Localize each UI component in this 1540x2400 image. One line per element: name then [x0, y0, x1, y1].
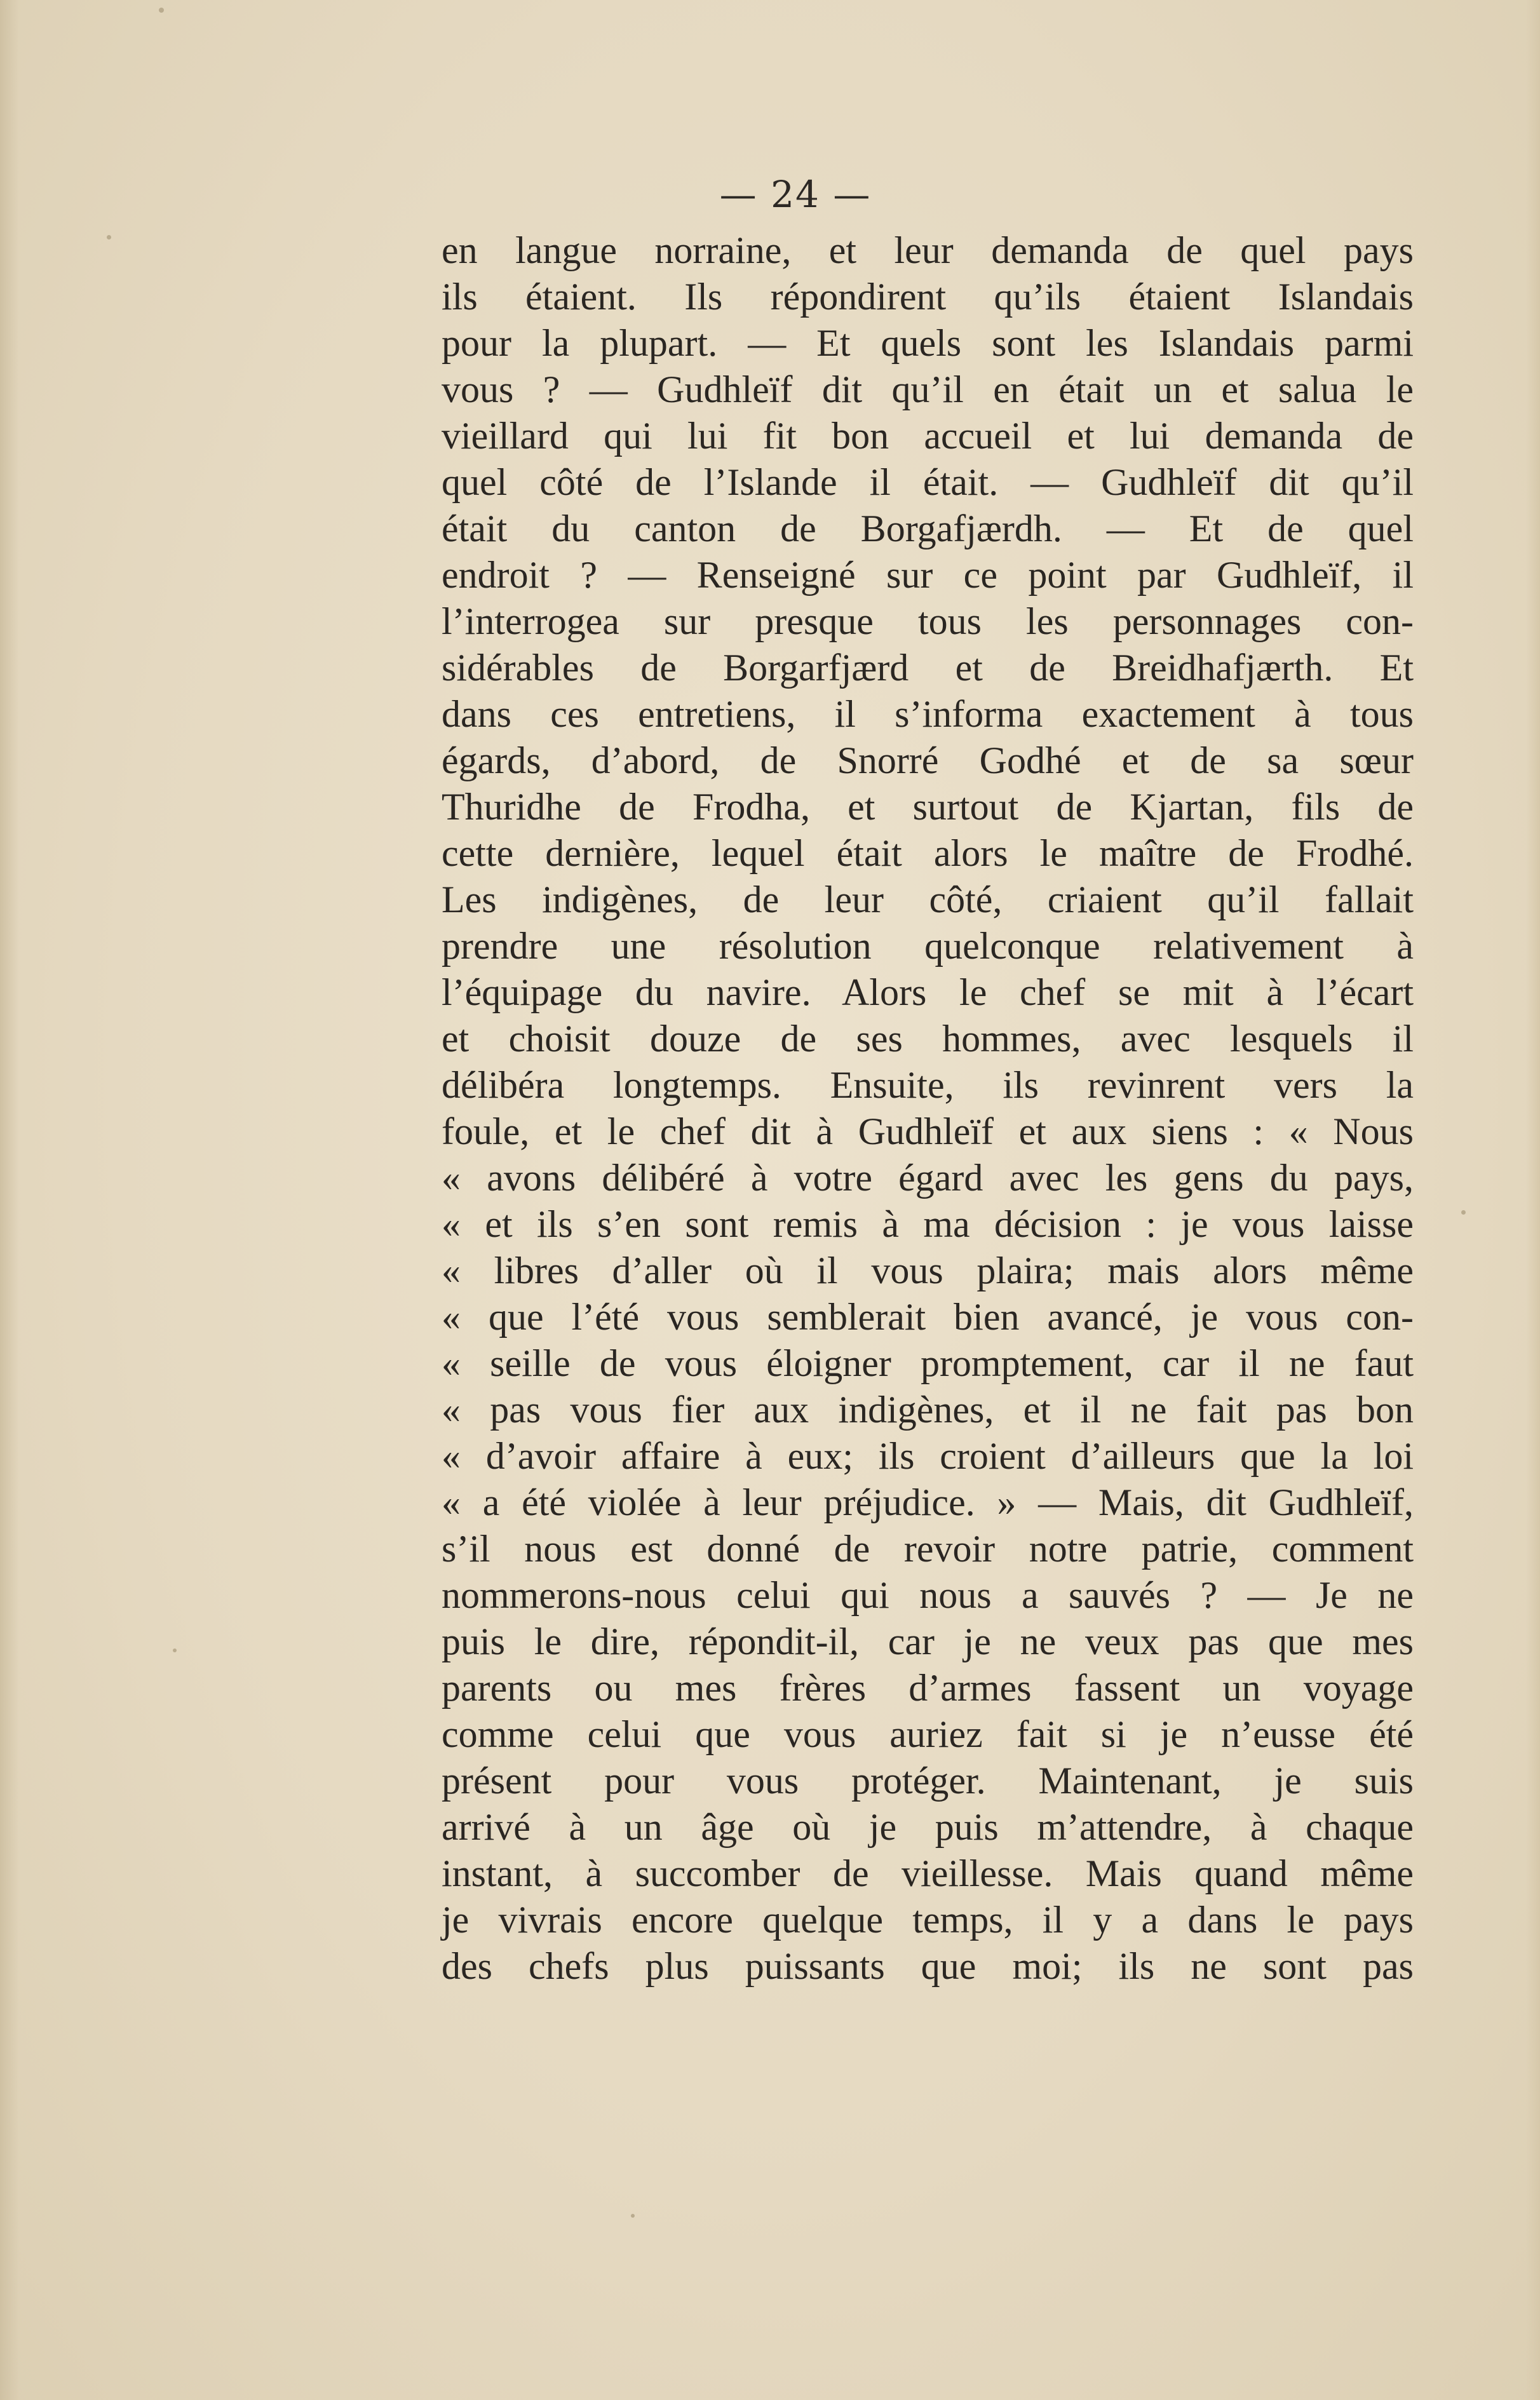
- text-line: arrivé à un âge où je puis m’attendre, à chaque: [442, 1806, 1414, 1848]
- paper-speck: [173, 1648, 177, 1652]
- text-line: dans ces entretiens, il s’informa exactement à tous: [442, 693, 1414, 735]
- text-line: l’équipage du navire. Alors le chef se mit à l’écart: [442, 971, 1414, 1013]
- text-line: vous ? — Gudhleïf dit qu’il en était un et salua le: [442, 368, 1414, 410]
- text-line: et choisit douze de ses hommes, avec lesquels il: [442, 1018, 1414, 1060]
- text-line: cette dernière, lequel était alors le maître de Frodhé.: [442, 832, 1414, 874]
- text-line: « libres d’aller où il vous plaira; mais alors même: [442, 1250, 1414, 1291]
- text-line: « pas vous fier aux indigènes, et il ne fait pas bon: [442, 1389, 1414, 1431]
- text-line: en langue norraine, et leur demanda de quel pays: [442, 229, 1414, 271]
- text-line: des chefs plus puissants que moi; ils ne sont pas: [442, 1945, 1414, 1987]
- text-line: était du canton de Borgafjærdh. — Et de quel: [442, 508, 1414, 549]
- paper-speck: [1461, 1210, 1466, 1215]
- text-line: délibéra longtemps. Ensuite, ils revinrent vers la: [442, 1064, 1414, 1106]
- text-line: vieillard qui lui fit bon accueil et lui demanda de: [442, 415, 1414, 457]
- text-line: endroit ? — Renseigné sur ce point par Gudhleïf, il: [442, 554, 1414, 596]
- text-line: « que l’été vous semblerait bien avancé, je vous con-: [442, 1296, 1414, 1338]
- text-line: comme celui que vous auriez fait si je n’eusse été: [442, 1713, 1414, 1755]
- text-line: ils étaient. Ils répondirent qu’ils étaient Islandais: [442, 276, 1414, 318]
- text-line: sidérables de Borgarfjærd et de Breidhafjærth. Et: [442, 647, 1414, 689]
- text-line: parents ou mes frères d’armes fassent un voyage: [442, 1667, 1414, 1709]
- text-line: s’il nous est donné de revoir notre patrie, comment: [442, 1528, 1414, 1570]
- text-line: « d’avoir affaire à eux; ils croient d’ailleurs que la loi: [442, 1435, 1414, 1477]
- text-line: je vivrais encore quelque temps, il y a dans le pays: [442, 1899, 1414, 1941]
- text-line: Thuridhe de Frodha, et surtout de Kjartan, fils de: [442, 786, 1414, 828]
- paper-speck: [631, 2214, 635, 2218]
- text-line: égards, d’abord, de Snorré Godhé et de sa sœur: [442, 739, 1414, 781]
- page-edge-right: [1526, 0, 1540, 2400]
- text-line: instant, à succomber de vieillesse. Mais quand même: [442, 1852, 1414, 1894]
- text-line: l’interrogea sur presque tous les personnages con-: [442, 600, 1414, 642]
- text-line: nommerons-nous celui qui nous a sauvés ? — Je ne: [442, 1574, 1414, 1616]
- text-line: « avons délibéré à votre égard avec les gens du pays,: [442, 1157, 1414, 1199]
- page-number: — 24 —: [719, 173, 872, 216]
- paper-speck: [107, 235, 111, 239]
- text-line: « et ils s’en sont remis à ma décision : je vous laisse: [442, 1203, 1414, 1245]
- text-line: Les indigènes, de leur côté, criaient qu’il fallait: [442, 879, 1414, 920]
- text-line: « a été violée à leur préjudice. » — Mais, dit Gudhleïf,: [442, 1481, 1414, 1523]
- page-edge-left: [0, 0, 19, 2400]
- paper-speck: [159, 8, 164, 13]
- text-line: prendre une résolution quelconque relativement à: [442, 925, 1414, 967]
- text-line: foule, et le chef dit à Gudhleïf et aux siens : « Nous: [442, 1110, 1414, 1152]
- text-line: présent pour vous protéger. Maintenant, je suis: [442, 1760, 1414, 1802]
- text-line: pour la plupart. — Et quels sont les Islandais parmi: [442, 322, 1414, 364]
- text-line: « seille de vous éloigner promptement, car il ne faut: [442, 1342, 1414, 1384]
- text-line: puis le dire, répondit-il, car je ne veux pas que mes: [442, 1621, 1414, 1662]
- text-line: quel côté de l’Islande il était. — Gudhleïf dit qu’il: [442, 461, 1414, 503]
- body-text: [442, 227, 1414, 1990]
